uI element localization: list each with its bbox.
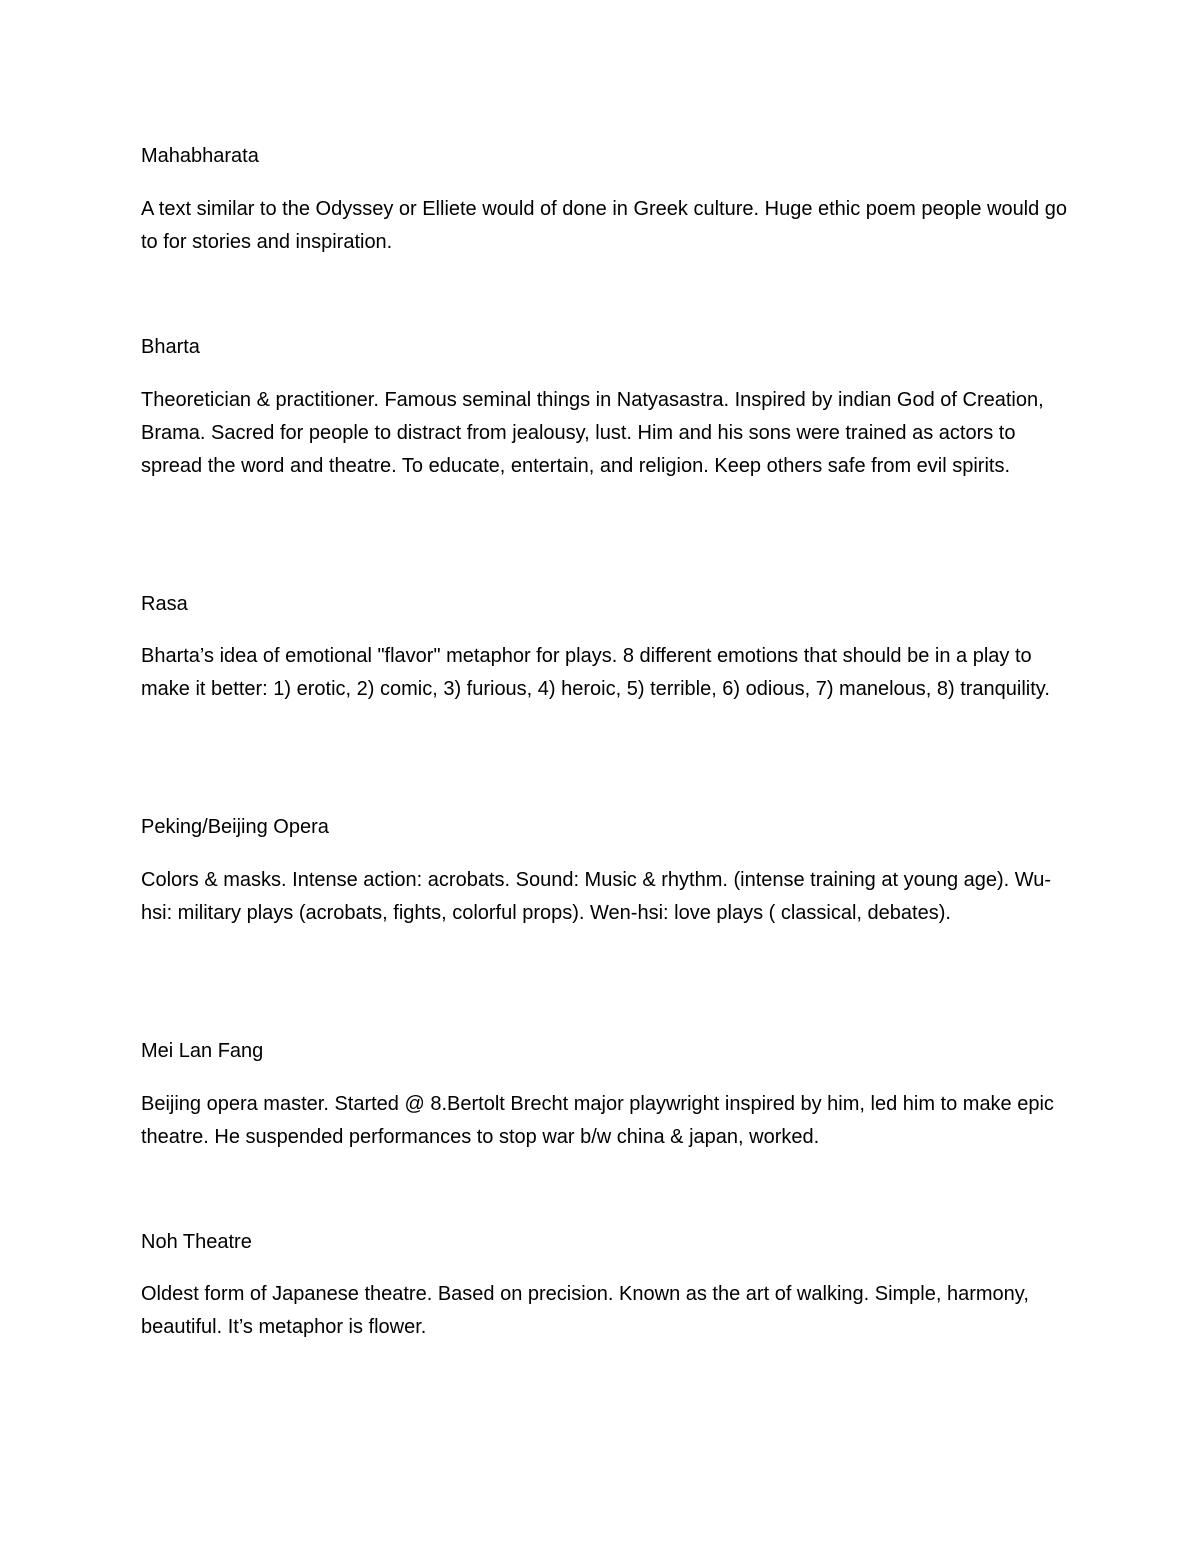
definition-peking-opera: Colors & masks. Intense action: acrobats. Sound: Music & rhythm. (intense training at young age). Wu-hsi: military plays (acrobats, fights, colorful props). Wen-hsi: love plays ( classical, debates). <box>141 869 1052 924</box>
term-mahabharata: Mahabharata <box>141 145 259 167</box>
definition-bharta: Theoretician & practitioner. Famous seminal things in Natyasastra. Inspired by indian God of Creation, Brama. Sacred for people to distract from jealousy, lust. Him and his sons were trained as actors to spread the word and theatre. To educate, entertain, and religion. Keep others safe from evil spirits. <box>141 389 1044 477</box>
term-bharta: Bharta <box>141 336 200 358</box>
term-noh-theatre: Noh Theatre <box>141 1231 252 1253</box>
definition-mahabharata: A text similar to the Odyssey or Elliete would of done in Greek culture. Huge ethic poem people would go to for stories and inspiration. <box>141 198 1068 253</box>
term-peking-opera: Peking/Beijing Opera <box>141 816 329 838</box>
term-mei-lan-fang: Mei Lan Fang <box>141 1040 264 1062</box>
term-rasa: Rasa <box>141 593 188 615</box>
definition-noh-theatre: Oldest form of Japanese theatre. Based on precision. Known as the art of walking. Simple, harmony, beautiful. It’s metaphor is flower. <box>141 1283 1029 1338</box>
definition-rasa: Bharta’s idea of emotional "flavor" metaphor for plays. 8 different emotions that should be in a play to make it better: 1) erotic, 2) comic, 3) furious, 4) heroic, 5) terrible, 6) odious, 7) manelous, 8) tranquility. <box>141 645 1050 700</box>
definition-mei-lan-fang: Beijing opera master. Started @ 8.Bertolt Brecht major playwright inspired by him, led him to make epic theatre. He suspended performances to stop war b/w china & japan, worked. <box>141 1093 1054 1148</box>
